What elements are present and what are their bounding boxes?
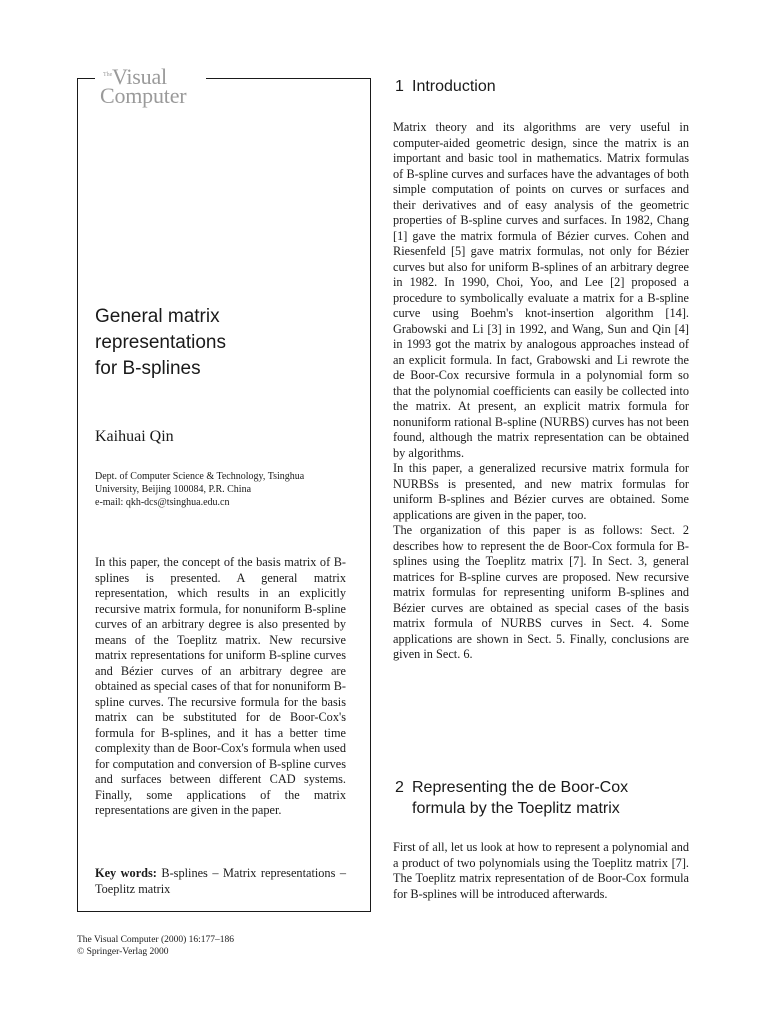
abstract: In this paper, the concept of the basis matrix of B-splines is presented. A general matrix representation, which results in an explicitly recursive matrix formula, for nonuniform B-spline curves of an arbitrary degree is also presented by means of the Toeplitz matrix. New recursive matrix representations for uniform B-spline curves and Bézier curves of an arbitrary degree are obtained as special cases of that for nonuniform B-spline curves. The recursive formula for the basis matrix can be substituted for de Boor-Cox's formula for B-splines, and it has a better time complexity than de Boor-Cox's formula when used for computation and conversion of B-spline curves and surfaces between different CAD systems. Finally, some applications of the matrix representations are given in the paper.: [95, 555, 346, 817]
section-heading-introduction: [395, 76, 695, 97]
journal-logo-line2: Computer: [100, 82, 187, 108]
keywords-label: Key words:: [95, 866, 157, 880]
frame-top-rule: [206, 78, 371, 79]
body-paragraph: Matrix theory and its algorithms are very useful in computer-aided geometric design, since the matrix is an important and basic tool in mathematics. Matrix formulas of B-spline curves and surfaces have the advantages of both simple computation of points on curves or surfaces and their derivatives and of easy analysis of the geometric properties of B-spline curves and surfaces. In 1982, Chang [1] gave the matrix formula of Bézier curves. Cohen and Riesenfeld [5] gave matrix formulas, not only for Bézier curves but also for uniform B-splines of an arbitrary degree in 1982. In 1990, Choi, Yoo, and Lee [2] proposed a procedure to symbolically evaluate a matrix for a B-spline curve using Boehm's knot-insertion algorithm [14]. Grabowski and Li [3] in 1992, and Wang, Sun and Qin [4] in 1993 got the matrix by analogous approaches instead of an explicit formula. In fact, Grabowski and Li rewrote the de Boor-Cox recursive formula in a polynomial form so that the polynomial coefficients can easily be collected into the matrix. At present, an explicit matrix formula for nonuniform rational B-spline (NURBS) curves has not been found, although the matrix representation can be obtained by algorithms.: [393, 120, 689, 460]
journal-logo: [100, 64, 208, 108]
section-title: formula by the Toeplitz matrix: [412, 800, 620, 817]
section-title: Introduction: [412, 78, 496, 95]
section-number: 2: [395, 779, 404, 796]
journal-logo-line1: Visual: [112, 64, 167, 89]
body-paragraph: The organization of this paper is as follows: Sect. 2 describes how to represent the de Boor-Cox formula for B-splines using the Toeplitz matrix [7]. In Sect. 3, general matrices for B-spline curves are proposed. New recursive matrix formulas for representing uniform B-splines and Bézier curves are obtained as special cases of the basis matrix formula of NURBS curves in Sect. 4. Some applications are shown in Sect. 5. Finally, conclusions are given in Sect. 6.: [393, 523, 689, 661]
introduction-body: [393, 120, 689, 663]
journal-logo-the: The: [103, 72, 113, 78]
body-paragraph: First of all, let us look at how to represent a polynomial and a product of two polynomials using the Toeplitz matrix [7]. The Toeplitz matrix representation of de Boor-Cox formula for B-splines will be introduced afterwards.: [393, 840, 689, 901]
affiliation-line: University, Beijing 100084, P.R. China: [95, 484, 252, 495]
section-title: Representing the de Boor-Cox: [412, 779, 629, 796]
paper-title-line: General matrix: [95, 306, 220, 327]
section-number: 1: [395, 78, 404, 95]
keywords-text: B-splines – Matrix representations – Toeplitz matrix: [95, 866, 346, 896]
section2-body: [393, 840, 689, 902]
paper-title: [95, 304, 355, 382]
affiliation: [95, 470, 360, 509]
frame-top-rule: [77, 78, 95, 79]
paper-title-line: for B-splines: [95, 358, 201, 379]
citation-footer: [77, 934, 337, 958]
section-heading-toeplitz: [395, 777, 695, 819]
copyright: © Springer-Verlag 2000: [77, 947, 169, 957]
affiliation-line: Dept. of Computer Science & Technology, Tsinghua: [95, 471, 305, 482]
author-name: Kaihuai Qin: [95, 428, 174, 445]
citation: The Visual Computer (2000) 16:177–186: [77, 935, 235, 945]
body-paragraph: In this paper, a generalized recursive matrix formula for NURBSs is presented, and new matrix formulas for uniform B-splines and Bézier curves are obtained. Some applications are given in the paper, too.: [393, 461, 689, 522]
affiliation-email: e-mail: qkh-dcs@tsinghua.edu.cn: [95, 497, 230, 508]
keywords: [95, 866, 346, 897]
paper-title-line: representations: [95, 332, 226, 353]
